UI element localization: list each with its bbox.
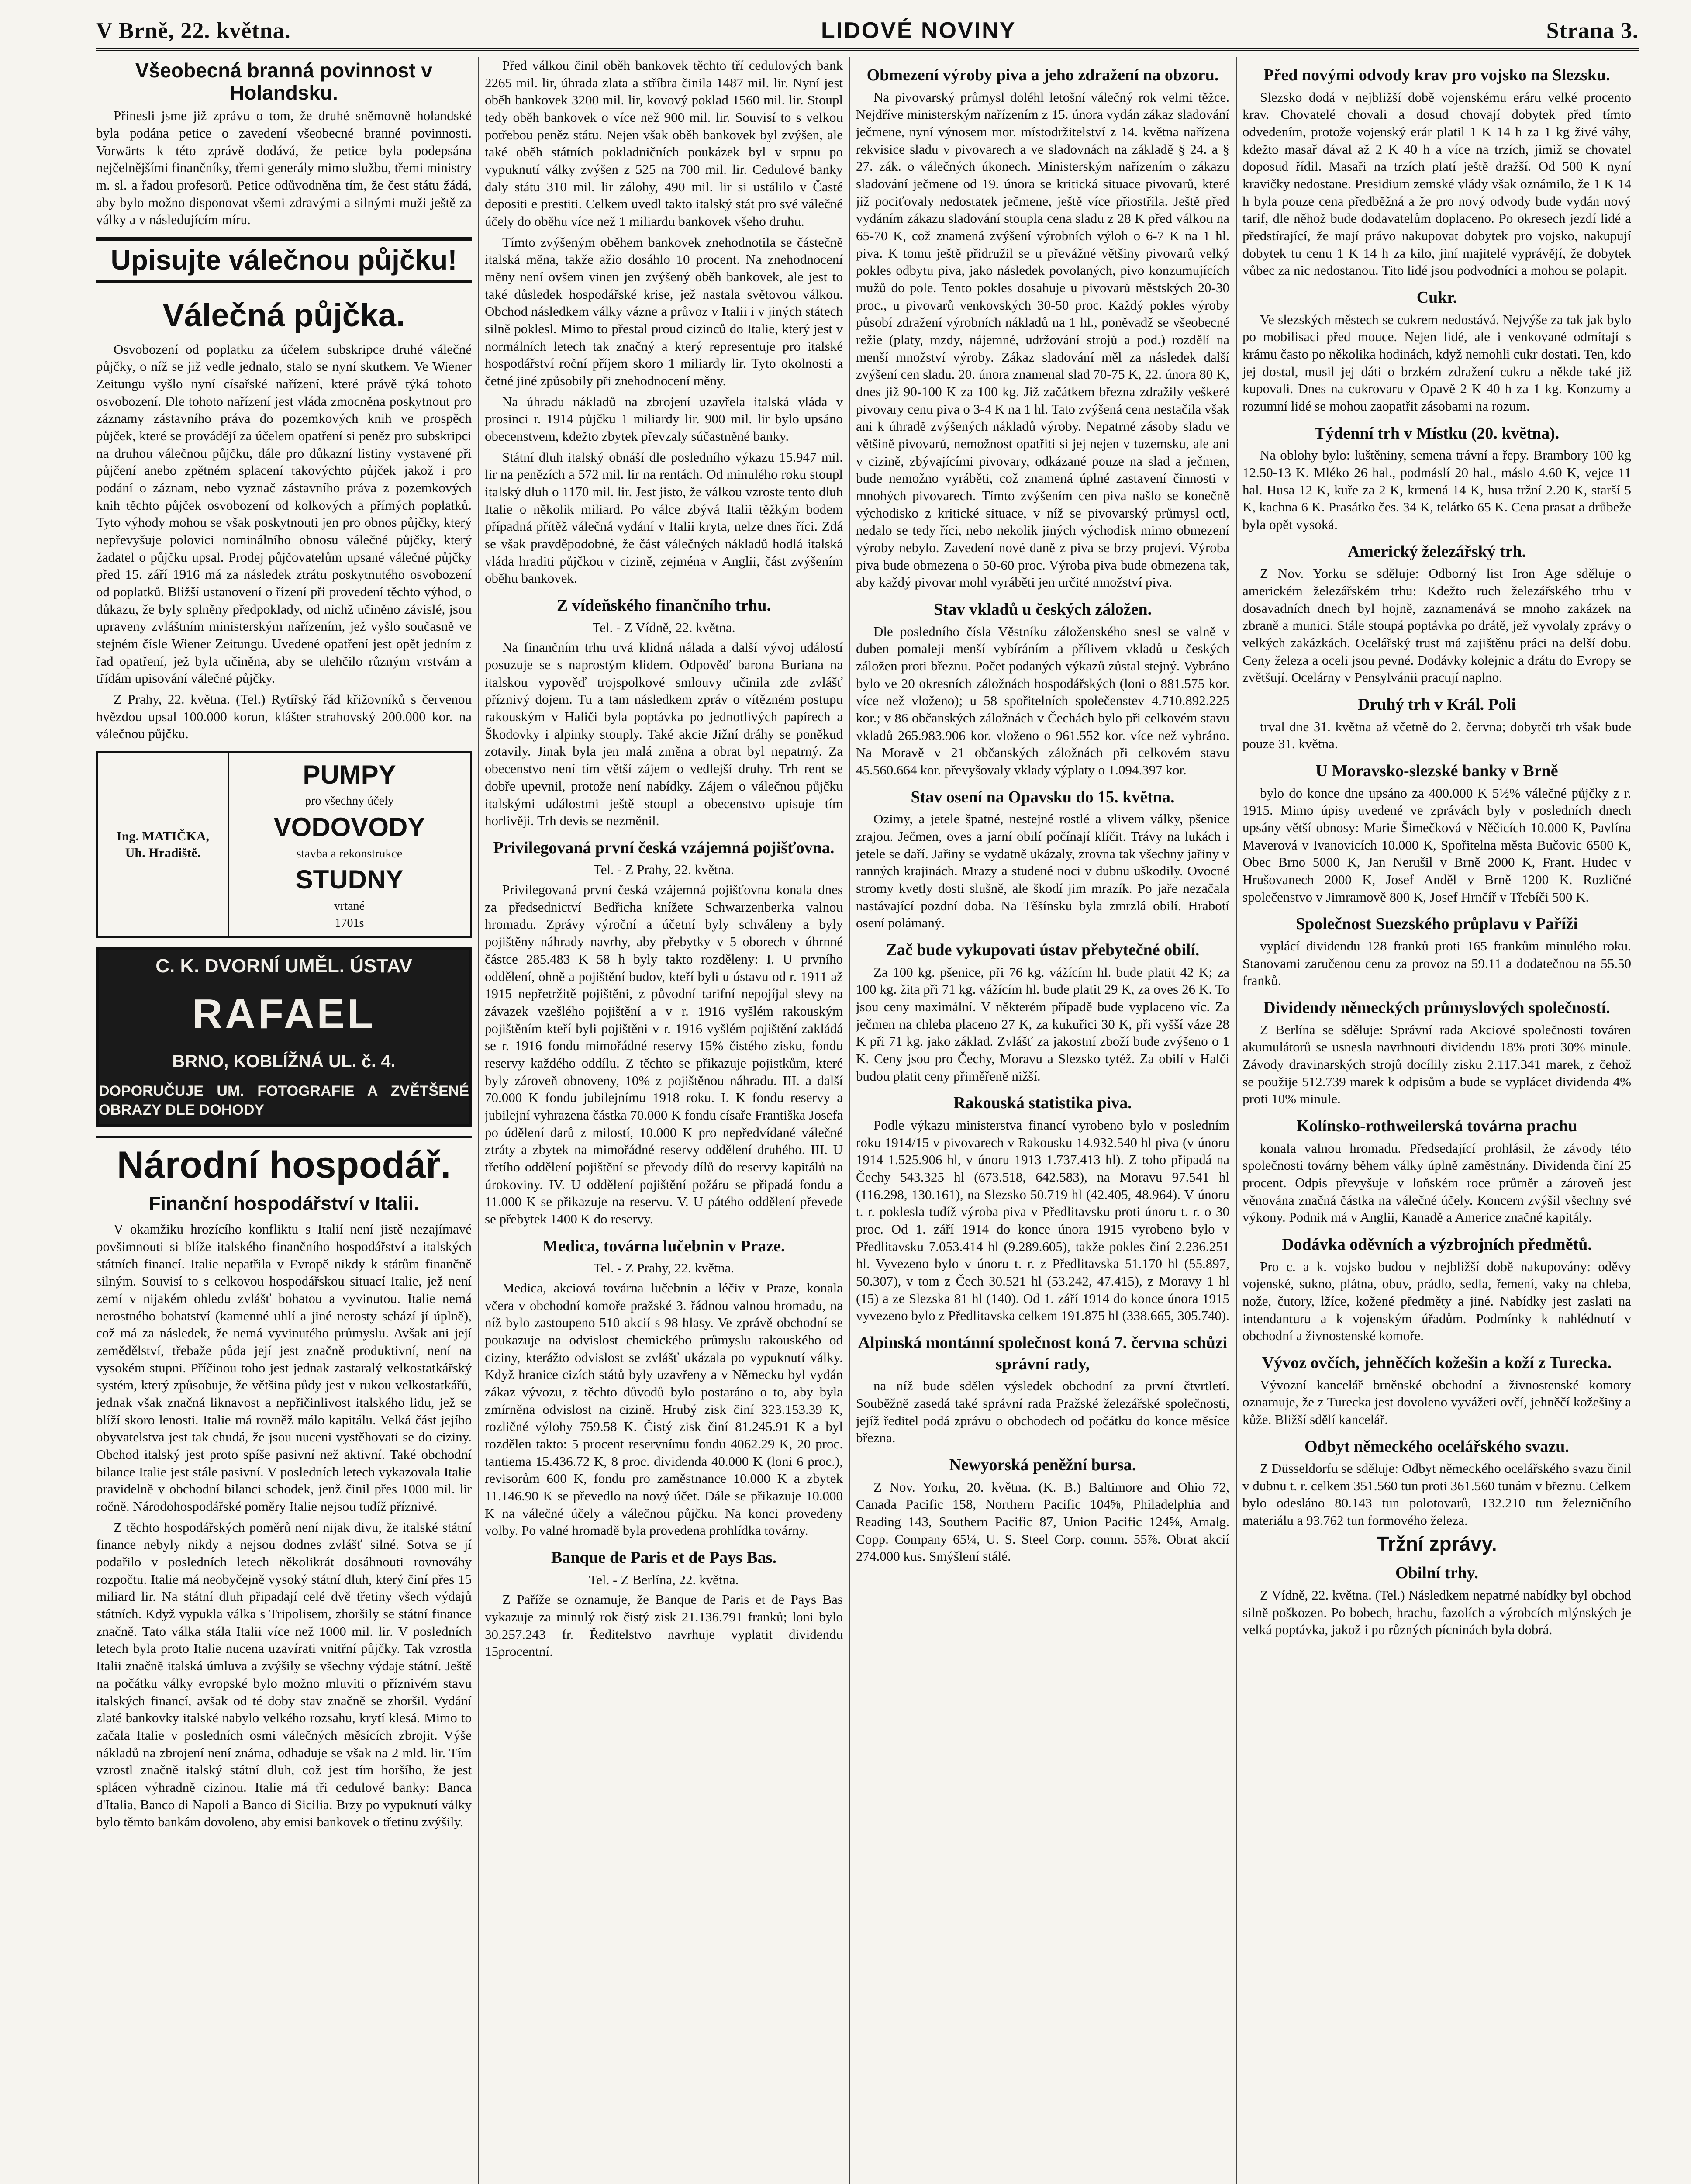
header-date: V Brně, 22. května. (96, 18, 291, 43)
headline: Dodávka oděvních a výzbrojních předmětů. (1282, 1235, 1592, 1254)
article-text: trval dne 31. května až včetně do 2. června; dobytčí trh však bude pouze 31. května. (1242, 719, 1631, 752)
article-text: Ve slezských městech se cukrem nedostává. Nejvýše za tak jak bylo po mobilisaci před mouce. Nejen lidé, ale i venkované odmítají s krámu často po několika hodinách, když nemohli cukr dostati. Ten, kdo jej dostal, musil jej dáti o brzkém zdražení cukru a někde také již kupovali. Dnes na cukrovaru v Opavě 2 K 40 h za 1 kg. Konzumy a rozumní lidé se mohou zaopatřit zásobami na rozum. (1242, 311, 1631, 414)
article-text: Přinesli jsme již zprávu o tom, že druhé sněmovně holandské byla podána petice o zavedení všeobecné branné povinnosti. Vorwärts k této zprávě dodává, že petice byla podepsána nejčelnějšími finančníky, třemi generály mimo službu, třemi ministry m. sl. a řadou profesorů. Petice odůvodněna tím, že čest státu žádá, aby bylo možno disponovat všemi zdravými a silnými muži ještě za války a v následujícím míru. (96, 108, 472, 228)
ad-line: BRNO, KOBLÍŽNÁ UL. č. 4. (172, 1051, 396, 1071)
article-text: Slezsko dodá v nejbližší době vojenskému eráru velké procento krav. Chovatelé chovali a dosud chovají dobytek před tímto odvedením, protože vojenský erár platil 1 K 14 h za 1 kg živé váhy, kdežto masař dával až 2 K 40 h a více na trzích, jimiž se chovatel doposud řídil. Masaři na trzích platí ještě dražší. Od 500 K nyní kravičky nedostane. Presidium zemské vlády však oznámilo, že 1 K 14 h byla pouze cena předběžná a že pro nový odvody bude vydán nový tarif, dle něhož bude dodavatelům doplaceno. Po okresech jezdí lidé a předstírající, že mají právo nakupovat dobytek pro vojsko, nakupují dobytek tu cenu 1 K 14 h za kilo, jiní majitelé vyprávějí, že dobytek vůbec za nic nedostanou. Tito lidé jsou podvodníci a mohou se polapit. (1242, 89, 1631, 278)
ad-services (229, 753, 470, 936)
war-loan-banner: Upisujte válečnou půjčku! (96, 237, 472, 283)
section-title: Tržní zprávy. (1377, 1532, 1497, 1555)
headline: Společnost Suezského průplavu v Paříži (1295, 915, 1578, 933)
headline: Stav osení na Opavsku do 15. května. (911, 788, 1175, 806)
article-text: konala valnou hromadu. Předsedající prohlásil, že závody této společnosti továrny během války úplně zaměstnány. Dividenda činí 25 procent. Odpis převyšuje v loňském roce průměr a zároveň jest věnována značná částka na válečné účely. Koncern zvýšil všechny své výkony. Podnik má v Anglii, Kanadě a Americe značné kapitály. (1242, 1140, 1631, 1225)
headline: Privilegovaná první česká vzájemná pojišťovna. (493, 838, 835, 857)
ad-advertiser-town: Uh. Hradiště. (125, 845, 201, 860)
ad-line: C. K. DVORNÍ UMĚL. ÚSTAV (155, 955, 412, 977)
headline: Odbyt německého ocelářského svazu. (1304, 1437, 1569, 1456)
dateline: Tel. - Z Prahy, 22. května. (593, 1260, 735, 1276)
dateline: Tel. - Z Vídně, 22. května. (592, 619, 735, 635)
article-text: Státní dluh italský obnáší dle posledního výkazu 15.947 mil. lir na penězích a 572 mil. lir na rentách. Od minulého roku stoupl italský dluh o 1170 mil. lir. Jest jisto, že válkou vzroste tento dluh Italie o několik miliard. Po válce zbývá Italii těžkým bodem případná přítěž válečná vydání v Italii kryta, nelze dnes říci. Zdá se však pravděpodobné, že část válečných nákladů hodlá italská vláda hraditi půjčkou v cizině, zejména v Anglii, část zvýšením oběhu bankovek. (485, 449, 843, 586)
article-text: Z Prahy, 22. května. (Tel.) Rytířský řád křižovníků s červenou hvězdou upsal 100.000 korun, klášter strahovský 200.000 kor. na válečnou půjčku. (96, 691, 472, 742)
ad-word: STUDNY (295, 865, 404, 895)
advertisement-pumps (96, 751, 472, 938)
article-text: Za 100 kg. pšenice, při 76 kg. vážícím hl. bude platit 42 K; za 100 kg. žita při 71 kg. vážícím hl. bude platit 29 K, za oves 26 K. To jsou ceny maximální. V některém případě bude vyplaceno víc. Za ječmen na chleba placeno 27 K, za kukuřici 30 K, při vyšší váze 28 K při 71 kg. jako základ. Zvlášť za jakostní zboží bude zvýšeno o 1 K. Ceny jsou pro Čechy, Moravu a Slezsko tytéž. Za obilí v Halči budou platit ceny přiměřeně nižší. (856, 964, 1229, 1084)
article-text: Pro c. a k. vojsko budou v nejbližší době nakupovány: oděvy vojenské, sukno, plátna, obuv, prádlo, sedla, řemení, vaky na chleba, nože, čutory, lžíce, kožené předměty a jiné. Nabídky jest zaslati na intendanturu a k vojenským úřadům. Podmínky k nahlédnutí v obchodní a živnostenské komoře. (1242, 1258, 1631, 1344)
headline: Z vídeňského finančního trhu. (557, 596, 771, 615)
ad-line: DOPORUČUJE UM. FOTOGRAFIE A ZVĚTŠENÉ OBRAZY DLE DOHODY (99, 1082, 469, 1119)
article-text: Před válkou činil oběh bankovek těchto tří cedulových bank 2265 mil. lir, úhrada zlata a stříbra činila 1487 mil. lir. Nyní jest oběh bankovek 3200 mil. lir, kovový poklad 1560 mil. lir. Stoupl tedy oběh bankovek o více než 900 mil. lir. Souvisí to s velkou potřebou peněz státu. Nejen však oběh bankovek byl zvýšen, ale také oběh státních pokladničních poukázek byl v srpnu po vypuknutí války zvýšen z 525 na 700 mil. lir. Cedulové banky daly státu 310 mil. lir zálohy, 490 mil. lir si ustálilo v Časté depositi e prestiti. Celkem uvedl takto italský stát pro své válečné účely do oběhu více než 1 miliardu bankovek všeho druhu. (485, 58, 843, 229)
headline: Dividendy německých průmyslových společností. (1263, 998, 1610, 1017)
article-text: na níž bude sdělen výsledek obchodní za první čtvrtletí. Souběžně zasedá také správní rada Pražské železářské společnosti, jejíž ředitel podá zprávu o obchodech od počátku do konce měsíce března. (856, 1378, 1229, 1446)
article-text: Na finančním trhu trvá klidná nálada a další vývoj událostí posuzuje se s naprostým klidem. Odpověď barona Buriana na italskou vypověď trojspolkové smlouvy učinila zde zvlášť příznivý dojem. Tu a tam následkem zpráv o vítězném postupu rakouským v Haliči byla poptávka po jednotlivých papírech a Škodovky i alpinky stouply. Také akcie Jižní dráhy se poněkud zotavily. Jinak byla jen malá změna a obrat byl nepatrný. Za obecenstvo není tím větší zájem o vedlejší druhy. Trh rent se dobře upevnil, protože není nabídky. Zájem o válečnou půjčku italskými událostmi ještě stoupl a obecenstvo upisuje tím horlivěji. Trh devis se nezměnil. (485, 639, 843, 829)
article-text: Tímto zvýšeným oběhem bankovek znehodnotila se částečně italská měna, takže ažio dosáhlo 10 procent. Na znehodnocení měny není ovšem vinen jen zvýšený oběh bankovek, ale jest to také důsledek hospodářské krise, jež nastala světovou válkou. Obchod následkem války vázne a průvoz v Italii i v jiných státech silně poklesl. Mimo to přestal proud cizinců do Italie, který jest v normálních letech tak značný a který representuje pro italské hospodářství roční příjem skoro 1 miliardy lir. Tyto okolnosti a četné jiné způsobily při znehodnocení měny. (485, 234, 843, 389)
column-1 (96, 57, 472, 2184)
dateline: Tel. - Z Berlína, 22. května. (589, 1572, 739, 1587)
column-rule (1236, 57, 1237, 2184)
headline: Vývoz ovčích, jehněčích kožešin a koží z Turecka. (1262, 1353, 1612, 1372)
article-text: Vývozní kancelář brněnské obchodní a živnostenské komory oznamuje, že z Turecka jest dovoleno vyvážeti ovčí, jehněčí kožešiny a kůže. Bližší sdělí kancelář. (1242, 1377, 1631, 1427)
ad-logo-word: RAFAEL (192, 991, 376, 1038)
headline: Medica, továrna lučebnin v Praze. (542, 1237, 785, 1255)
headline: Kolínsko-rothweilerská továrna prachu (1296, 1116, 1577, 1135)
article-text: Na pivovarský průmysl doléhl letošní válečný rok velmi těžce. Nejdříve ministerským nařízením z 15. února vydán zákaz sladování ječmene, nyní výnosem mor. místodržitelství z 14. května nařízena rekvisice sladu v pivovarech a ve sladovnách na základě § 24. a § 27. zák. o válečných úkonech. Ministerským nařízením o zákazu sladování ječmene od 19. února se kritická situace pivovarů, které již pociťovaly nedostatek ječmene, ještě více přiostřila. Ještě před vydáním zákazu sladování stoupla cena sladu z 28 K před válkou na 65-70 K, což znamená zvýšení výrobních výloh o 6-7 K na 1 hl. piva. K tomu ještě přidružil se u převážné většiny pivovarů velký pokles odbytu piva, jako následek povolaných, pivo konzumujících mužů do pole. Tento pokles dosahuje u pivovarů městských 20-30 proc., u pivovarů venkovských 30-50 proc. Každý pokles výroby působí zdražení výrobních nákladů na 1 hl., poněvadž se všeobecné režie (platy, mzdy, nájemné, udržování strojů a pod.) rozdělí na menší množství výroby. Zákaz sladování měl za následek další zvýšení cen sladu. 20. února znamenal slad 70-75 K, 22. února 80 K, dnes již 90-100 K za 100 kg. Již začátkem března zdražily veškeré pivovary cenu piva o 3-4 K na 1 hl. Tato zvýšená cena nestačila však ani k úhradě zvýšených nákladů výroby. Nepatrné zásoby sladu ve většině pivovarů, nemožnost opatřiti si jej nejen v tuzemsku, ale ani v cizině, zbývajícími pivovary, odkázané pouze na slad a ječmen, bude nemožno vyráběti, což znamená úplné zastavení činnosti v mnohých pivovarech. Tímto zvýšením cen piva našlo se konečně východisko z kritické situace, v níž se pivovarský průmysl octl, nedalo se tedy říci, nebo nekolik jiných východisk mimo obmezení výroby nebylo. Zavedení nové daně z piva se brzy projeví. Výroba piva bude obmezena o 50-60 proc. Výroba piva bude obmezena tak, aby každý pivovar mohl vyráběti jen určité množství piva. (856, 89, 1229, 590)
article-text: Osvobození od poplatku za účelem subskripce druhé válečné půjčky, o níž se již vedle jednalo, stalo se nyní skutkem. Ve Wiener Zeitungu vyšlo nyní císařské nařízení, které právě týká tohoto osvobození. Dle tohoto nařízení jest vláda zmocněna poskytnout pro záznamy zástavního práva do pozemkových knih ve prospěch půjček, které se provádějí za účelem opatření si peněz pro subskripci na druhou válečnou půjčku, dále pro důkazní listiny vystavené při půjčení anebo zpětném splacení takovýchto půjček jakož i pro podání o záznam, nebo vyznač zástavního práva z pozemkových knih těchto půjček osvobození od kolkových a přímých poplatků. Tyto výhody mohou se však poskytnouti jen pro obnos půjčky, který nepřevyšuje polovici nominálního obnosu válečné půjčky, který žadatel o půjčku upsal. Prodej půjčovatelům upsané válečné půjčky před 15. září 1916 má za následek ztrátu poskytnutého osvobození od poplatků. Bližší ustanovení o řízení při provedení těchto výhod, o důkazu, že byly splněny předpoklady, od nichž učiněno závislé, jsou upraveny zvláštním ministerským nařízením, jež vyšlo současně ve stejném čísle Wiener Zeitungu. Uvedené opatření jest opět jedním z řad opatření, jež byla učiněna, aby se ulehčilo různým vrstvám a třídám upisování válečné půjčky. (96, 341, 472, 686)
headline: Rakouská statistika piva. (953, 1094, 1132, 1113)
article-text: vyplácí dividendu 128 franků proti 165 frankům minulého roku. Stanovami zaručenou cenu za provoz na 59.11 a dodatečnou na 55.50 franků. (1242, 938, 1631, 988)
ad-code: 1701s (335, 916, 364, 930)
article-text: Z Vídně, 22. května. (Tel.) Následkem nepatrné nabídky byl obchod silně poškozen. Po bobech, hrachu, fazolích a výrobcích mlýnských je velká poptávka, jakož i po různých pícninách byla dobrá. (1242, 1587, 1631, 1638)
headline: Alpinská montánní společnost koná 7. června schůzi správní rady, (858, 1334, 1228, 1373)
article-text: Z Nov. Yorku se sděluje: Odborný list Iron Age sděluje o americkém železářském trhu: Kdežto ruch železářského trhu v dosavadních dnech byl hojně, zaznamenává se mnoho zakázek na zbraně a munici. Stále stoupá poptávka po drátě, jež vyvolaly zprávy o velkých zakázkách. Ocelářský trust má zajištěnu práci na delší dobu. Ceny železa a oceli jsou pevné. Dodávky kolejnic a drátu do Evropy se zvětšují. Ocelárny v Pensylvánii pracují naplno. (1242, 566, 1631, 685)
article-text: Z Düsseldorfu se sděluje: Odbyt německého ocelářského svazu činil v dubnu t. r. celkem 351.560 tun proti 361.560 tunám v březnu. Celkem bylo odesláno 80.143 tun polotovarů, 132.210 tun železničního materiálu a 93.762 tun formového železa. (1242, 1461, 1631, 1528)
advertisement-rafael (96, 947, 472, 1127)
headline: Všeobecná branná povinnost v Holandsku. (135, 59, 432, 104)
article-text: Z Nov. Yorku, 20. května. (K. B.) Baltimore and Ohio 72, Canada Pacific 158, Northern Pacific 104⅝, Philadelphia and Reading 143, Southern Pacific 87, Union Pacific 124⅝, Amalg. Copp. Company 65¼, U. S. Steel Corp. comm. 55⅞. Obrat akcií 274.000 kus. Smýšlení stálé. (856, 1479, 1229, 1564)
headline: Stav vkladů u českých záložen. (933, 600, 1152, 619)
article-text: Z Paříže se oznamuje, že Banque de Paris et de Pays Bas vykazuje za minulý rok čistý zisk 21.136.791 franků; loni bylo 30.257.243 fr. Ředitelstvo navrhuje vyplatit dividendu 15procentní. (485, 1592, 843, 1659)
headline: Druhý trh v Král. Poli (1357, 695, 1516, 714)
ad-subtext: stavba a rekonstrukce (296, 847, 403, 860)
article-text: Na úhradu nákladů na zbrojení uzavřela italská vláda v prosinci r. 1914 půjčku 1 miliardy lir. 900 mil. lir bylo upsáno obecenstvem, kdežto zbytek převzaly súčastněné banky. (485, 394, 843, 444)
ad-subtext: vrtané (334, 899, 365, 913)
ad-word: VODOVODY (273, 812, 425, 842)
column-2 (485, 57, 843, 2184)
masthead: LIDOVÉ NOVINY (821, 18, 1016, 43)
headline: Newyorská peněžní bursa. (949, 1456, 1136, 1475)
article-text: bylo do konce dne upsáno za 400.000 K 5½% válečné půjčky z r. 1915. Mimo úpisy uvedené ve zprávách byly v posledních dnech upsány větší obnosy: Marie Šimečková v Něčicích 10.000 K, Pavlína Maverová v Ivanovicích 10.000 K, Spořitelna města Bučovic 6500 K, Obec Brno 5000 K, Jan Nerušil v Brně 2000 K, Frant. Hudec v Hrušovanech 2000 K, Josef Anděl v Brně 1200 K. Rozličné společenstvo v Jimramově 800 K, Josef Hrnčíř v Třebíči 500 K. (1242, 785, 1631, 905)
column-rule (478, 57, 479, 2184)
headline: Týdenní trh v Místku (20. května). (1314, 424, 1560, 442)
page-number: Strana 3. (1546, 18, 1639, 43)
article-text: Podle výkazu ministerstva financí vyrobeno bylo v posledním roku 1914/15 v pivovarech v Rakousku 14.932.540 hl piva (v únoru 1914 1.525.906 hl, v únoru 1913 1.737.413 hl). Z toho připadá na Čechy 543.325 hl (673.518, 642.583), na Moravu 97.541 hl (116.298, 130.161), na Slezsko 50.719 hl (42.405, 48.964). V únoru t. r. poklesla tudíž výroba piva v Předlitavsku proti únoru t. r. o 30 proc. Od 1. září 1914 do konce února 1915 vyrobeno bylo v Předlitavsku 7.053.414 hl (9.289.605), takže pokles činí 2.236.251 hl. Vyvezeno bylo v únoru t. r. z Předlitavska 51.170 hl (55.897, 50.307), v tom z Čech 30.521 hl (53.242, 47.415), z Moravy 1 hl (15) a ze Slezska 81 hl (140). Od 1. září 1914 do konce února 1915 vyvezeno bylo z Předlitavska celkem 191.875 hl (338.665, 305.740). (856, 1117, 1229, 1324)
article-text: Dle posledního čísla Věstníku záloženského snesl se valně v duben pomaleji menší vybíráním a přílivem vkladů u českých záložen proti březnu. Počet podaných výkazů zůstal stejný. Vybráno bylo ve 20 okresních záložnách hospodářských (loni o 881.575 kor. více než vloženo); u 58 spořitelních společenstev 4.710.892.225 kor.; v 86 občanských záložnách v Čechách bylo při celkovém stavu vkladů 265.983.906 kor. vloženo o 961.552 kor. více než vybráno. Na Moravě v 21 občanských záložnách při celkovém stavu 45.560.664 kor. převyšovaly vklady výplaty o 1.094.397 kor. (856, 623, 1229, 778)
headline: Obilní trhy. (1395, 1564, 1479, 1583)
section-title: Národní hospodář. (96, 1136, 472, 1189)
column-rule (849, 57, 850, 2184)
article-text: Privilegovaná první česká vzájemná pojišťovna konala dnes za předsednictví Bedřicha knížete Schwarzenberka valnou hromadu. Zprávy výroční a účetní byly schváleny a byly pojištěny náhrady navrhy, aby přebytky v 5 oborech v úhrnné částce 285.483 K 58 h byly takto rozděleny: I. U prvního oddělení, ohně a pojištění budov, kteří byli u ústavu od r. 1911 až 1915 nepřetržitě pojištěni, z původní tarifní nepojíjal slevy na závazek vzešlého pojištění a v r. 1916 vyšlém rakouským pojištěním kteří byli pojištěni v r. 1916 vyšlém pojištění zakládá se r. 1916 fondu mimořádné reservy 15% čistého zisku, fondu reservy každého oddílu. Z těchto se přikazuje pojistkům, které byly zároveň obnoveny, 10% z pojištěnou náhradu. III. a další 70.000 K fondu jubilejnímu 1918 roku. I. K fondu reservy a jubilejní vyhrazena částka 70.000 K fondu císaře Františka Josefa po údělení darů z milostí, 10.000 K pro nepředvídané válečné ztráty a zbytek na mimořádné reservy oddělení druhého. III. U třetího oddělení pojištění se převody dílů do reservy kapitálů na úrokoviny. IV. U oddělení pojištění požáru se připadá fondu a 11.000 K se přikazuje na reservu. V. U pátého oddělení převede se přebytek 1400 K do reservy. (485, 882, 843, 1227)
ad-subtext: pro všechny účely (305, 794, 394, 808)
article-text: Z těchto hospodářských poměrů není nijak divu, že italské státní finance nebyly nikdy a nejsou dodnes zvlášť silné. Sotva se jí podařilo v posledních letech několikrát dosáhnouti rovnováhy rozpočtu. Italie má neobyčejně vysoký státní dluh, který činí přes 15 miliard lir. Na státní dluh připadají celé dvě třetiny všech výdajů státních. Když vypukla válka s Tripolisem, zhoršily se státní finance značně. Tato válka stála Italii více než 1000 mil. lir. V posledních letech byla proto Italie nucena uzavírati vnitřní půjčky. Tak vzrostla Italii značně italská úmluva a zvýšily se všechny výdaje státní. Ještě na počátku války evropské bylo možno mluviti o příznivém stavu italských financí, avšak od té doby stav značně se zhoršil. Vydání zlaté bankovky italské nabylo velkého rozsahu, krytí klesá. Mimo to začala Italie v posledních osmi válečných měsících zbrojit. Výše nákladů na zbrojení není známa, odhaduje se však na 2 mld. lir. Tím vzrostl značně italský státní dluh, což jest tím horšího, že jest splácen výhradně cizinou. Italie má tři cedulové banky: Banca d'Italia, Banco di Napoli a Banco di Sicilia. Brzy po vypuknutí války bylo těmto bankám dovoleno, aby emisi bankovek o třetinu zvýšily. (96, 1519, 472, 1830)
article-text: V okamžiku hrozícího konfliktu s Italií není jistě nezajímavé povšimnouti si blíže italského finančního hospodářství a italských státních financí. Italie nepatřila v Evropě nikdy k státům finančně silným. Souvisí to s celkovou hospodářskou situací Italie, jež není zemí v nijakém ohledu zvlášť bohatou a vyvinutou. Italie nemá nerostného bohatství (kamenné uhlí a jiné nerosty schází jí úplně), což má za následek, že nemá vyvinutého průmyslu. Avšak ani její zemědělství, třebaže půda její jest značně produktivní, není na vysokém stupni. Příčinou toho jest jednak zastaralý velkostatkářský systém, který způsobuje, že většina půdy jest v rukou velkostatkářů, jednak však značná liknavost a nepřičinlivost italského lidu, jež se blíží skoro lenosti. Italie má rovněž málo kapitálu. Velká část jejího obyvatelstva jest tak chudá, že jsou nuceni vystěhovati se do ciziny. Obchod italský jest proto spíše pasivní než aktivní. Také obchodní bilance Italie jest stále pasivní. V posledních letech vykazovala Italie pravidelně v obchodní bilanci schodek, jenž činil přes 1000 mil. lir ročně. Národohospodářské poměry Italie nejsou tudíž příznivé. (96, 1221, 472, 1514)
headline: Před novými odvody krav pro vojsko na Slezsku. (1263, 66, 1610, 84)
headline: U Moravsko-slezské banky v Brně (1315, 761, 1558, 780)
article-text: Ozimy, a jetele špatné, nestejné rostlé a vlivem války, pšenice zrajou. Ječmen, oves a jarní obilí počínají klíčit. Trávy na lukách i jetele se daří. Jařiny se vydatně ukázaly, zrovna tak všechny jařiny v ranných krajinách. Mrazy a studené noci v dubnu uškodily. Ovocné stromy kvetly dosti slušně, ale škodí jim mrazík. Po jaře nezačala nastávající pozdní doba. Na Těšínsku byla zmrzlá obilí. Hrabotí osení polámaný. (856, 811, 1229, 931)
column-3 (856, 57, 1229, 2184)
headline: Cukr. (1416, 288, 1457, 307)
article-text: Z Berlína se sděluje: Správní rada Akciové společnosti továren akumulátorů se usnesla navrhnouti dividendu 18% proti 30% minule. Závody dravinarských strojů docílily zisku 2.117.341 marek, z čehož se použije 512.739 marek k odpisům a bude se vyplácet dividenda 4% proti 10% minule. (1242, 1022, 1631, 1107)
column-4 (1242, 57, 1631, 2184)
page-header (96, 13, 1639, 51)
ad-word: PUMPY (303, 760, 396, 789)
headline: Americký železářský trh. (1347, 542, 1526, 561)
dateline: Tel. - Z Prahy, 22. května. (593, 862, 735, 878)
article-text: Medica, akciová továrna lučebnin a léčiv v Praze, konala včera v obchodní komoře pražské 3. řádnou valnou hromadu, na níž bylo zastoupeno 510 akcií s 98 hlasy. Ve zprávě obchodní se poukazuje na odvislost chemického průmyslu rakouského od ciziny, kterážto odvislost se zvlášť ukázala po vypuknutí války. Když hranice cizích států byly uzavřeny a v Německu byl vydán zákaz vývozu, z těchto důvodů bylo postaráno o to, aby byla zmírněna odvislost na cizině. Hrubý zisk činí 323.153.39 K, rozličné výlohy 759.58 K. Čistý zisk činí 81.245.91 K a byl rozdělen takto: 5 procent reservnímu fondu 4062.29 K, 20 proc. tantiema 15.436.72 K, 8 proc. dividenda 40.000 K (loni 6 proc.), revisorům 600 K, fondu pro zaměstnance 10.000 K a zbytek 11.146.90 K se převedlo na nový účet. Dále se přikazuje 10.000 K na válečné účely a válečnou půjčku. Na konci provedeny volby. Po valné hromadě byla provedena prohlídka továrny. (485, 1280, 843, 1538)
headline: Finanční hospodářství v Italii. (148, 1193, 419, 1215)
ad-advertiser-name: Ing. MATIČKA, (117, 829, 209, 843)
headline: Obmezení výroby piva a jeho zdražení na obzoru. (866, 66, 1219, 84)
headline: Zač bude vykupovati ústav přebytečné obilí. (886, 941, 1200, 960)
ad-advertiser (98, 753, 229, 936)
headline: Banque de Paris et de Pays Bas. (551, 1548, 777, 1567)
article-text: Na oblohy bylo: luštěniny, semena trávní a řepy. Brambory 100 kg 12.50-13 K. Mléko 26 hal., podmáslí 20 hal., máslo 4.60 K, vejce 11 hal. Husa 12 K, kuře za 2 K, krmená 14 K, husa tržní 2.20 K, starší 5 K, kachna 6 K. Prasátko čes. 34 K, telátko 65 K. Cena prasat a drůbeže byla opět vysoká. (1242, 447, 1631, 532)
headline: Válečná půjčka. (162, 297, 405, 333)
